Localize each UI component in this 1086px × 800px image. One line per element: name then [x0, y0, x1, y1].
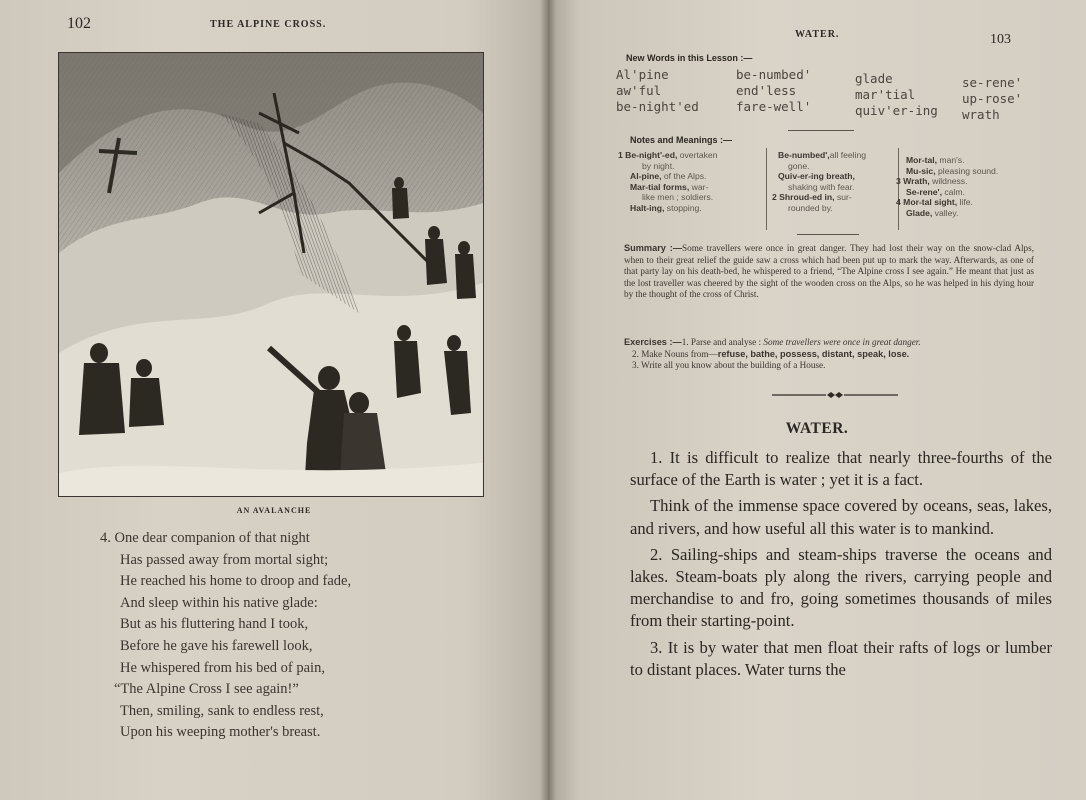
summary-text: Some travellers were once in great danger. They had lost their way on the snow-clad Alps, when to their great relief the guide saw a cross which had been put up to mark the way. Afterwards, as one of that party lay on his death-bed, he whispered to a friend, “The Alpine cross I see again.” He meant that just as the lost traveller was cheered by the sight of the wooden cross on the Alps, so he was helped in his dying hour by the thought of the cross of Christ.	[624, 243, 1034, 299]
note-line: gone.	[788, 160, 810, 171]
note-line: by night.	[642, 160, 675, 171]
book-gutter	[540, 0, 556, 800]
poem-line: But as his fluttering hand I took,	[120, 616, 309, 633]
note-line: Quiv-er-ing breath,	[778, 171, 855, 182]
poem-line: 4. One dear companion of that night	[100, 530, 310, 546]
running-head-right: WATER.	[795, 29, 840, 40]
poem-stanza	[100, 528, 520, 744]
note-line: 4 Mor-tal sight, life.	[896, 197, 973, 208]
note-line: Al-pine, of the Alps.	[630, 171, 707, 182]
note-line: Glade, valley.	[906, 207, 959, 218]
ornament-divider	[772, 390, 898, 400]
poem-line: Then, smiling, sank to endless rest,	[120, 702, 324, 719]
illustration-caption: AN AVALANCHE	[236, 506, 312, 515]
note-line: Mar-tial forms, war-	[630, 181, 709, 192]
new-word: wrath	[962, 107, 1000, 122]
notes-column-3	[896, 155, 998, 219]
notes-title: Notes and Meanings :—	[630, 135, 733, 145]
exercise-line-2: 2. Make Nouns from—refuse, bathe, possess, distant, speak, lose.	[632, 349, 910, 359]
new-words-column	[855, 71, 938, 119]
running-head-left: THE ALPINE CROSS.	[210, 19, 327, 30]
new-word: mar'tial	[855, 87, 916, 102]
poem-line: And sleep within his native glade:	[120, 594, 318, 611]
note-line: shaking with fear.	[788, 181, 855, 192]
note-line: like men ; soldiers.	[642, 192, 714, 203]
new-word: quiv'er-ing	[855, 103, 938, 118]
exercises-label: Exercises :—	[624, 337, 682, 347]
note-line: Mu-sic, pleasing sound.	[906, 165, 999, 176]
lesson-body	[630, 447, 1052, 681]
new-words-column	[616, 67, 699, 115]
note-line: Halt-ing, stopping.	[630, 202, 702, 213]
poem-line: Has passed away from mortal sight;	[120, 551, 329, 568]
section-rule	[797, 234, 859, 235]
paragraph: 1. It is difficult to realize that nearly three-fourths of the surface of the Earth is water ; yet it is a fact.	[630, 448, 1052, 490]
new-word: up-rose'	[962, 91, 1023, 106]
notes-column-2	[772, 150, 866, 214]
page-number-left: 102	[67, 15, 91, 32]
section-rule	[788, 130, 854, 131]
new-words-column	[962, 75, 1022, 123]
engraving-image	[59, 53, 483, 496]
note-line: rounded by.	[788, 202, 833, 213]
new-word: end'less	[736, 83, 797, 98]
lesson-title: WATER.	[785, 420, 849, 437]
poem-line: He reached his home to droop and fade,	[120, 573, 352, 590]
note-line: 1 Be-night'-ed, overtaken	[618, 150, 718, 160]
new-words-title: New Words in this Lesson :—	[626, 53, 753, 63]
paragraph: 3. It is by water that men float their rafts of logs or lumber to distant places. Water turns the	[630, 637, 1052, 679]
new-word: se-rene'	[962, 75, 1023, 90]
new-word: fare-well'	[736, 99, 812, 114]
note-line: 2 Shroud-ed in, sur-	[772, 192, 852, 203]
note-line: Be-numbed',all feeling	[778, 150, 867, 160]
notes-column-1	[618, 150, 717, 214]
summary-label: Summary :—	[624, 243, 683, 253]
new-word: glade	[855, 71, 893, 86]
new-word: Al'pine	[616, 67, 669, 82]
note-line: Se-rene', calm.	[906, 186, 965, 197]
poem-line: “The Alpine Cross I see again!”	[114, 681, 299, 698]
note-line: 3 Wrath, wildness.	[896, 176, 968, 187]
poem-line: Upon his weeping mother's breast.	[120, 724, 321, 741]
poem-line: Before he gave his farewell look,	[120, 637, 313, 654]
page-number-right: 103	[990, 32, 1011, 47]
exercise-line-1: Exercises :—1. Parse and analyse : Some travellers were once in great danger.	[624, 337, 921, 347]
poem-line: He whispered from his bed of pain,	[120, 659, 325, 676]
exercise-line-3: 3. Write all you know about the building of a House.	[632, 360, 826, 370]
lesson-summary	[624, 243, 1034, 301]
new-word: aw'ful	[616, 83, 662, 98]
column-divider	[766, 148, 767, 230]
paragraph: 2. Sailing-ships and steam-ships traverse the oceans and lakes. Steam-boats ply along the rivers, carrying people and merchandise to and fro, going sometimes thousands of miles from their starting-point.	[630, 544, 1052, 631]
new-word: be-night'ed	[616, 99, 699, 114]
new-words-column	[736, 67, 811, 115]
note-line: Mor-tal, man's.	[906, 155, 965, 165]
avalanche-illustration	[58, 52, 484, 497]
paragraph: Think of the immense space covered by oceans, seas, lakes, and rivers, and how useful all this water is to mankind.	[630, 496, 1052, 538]
new-word: be-numbed'	[736, 67, 812, 82]
